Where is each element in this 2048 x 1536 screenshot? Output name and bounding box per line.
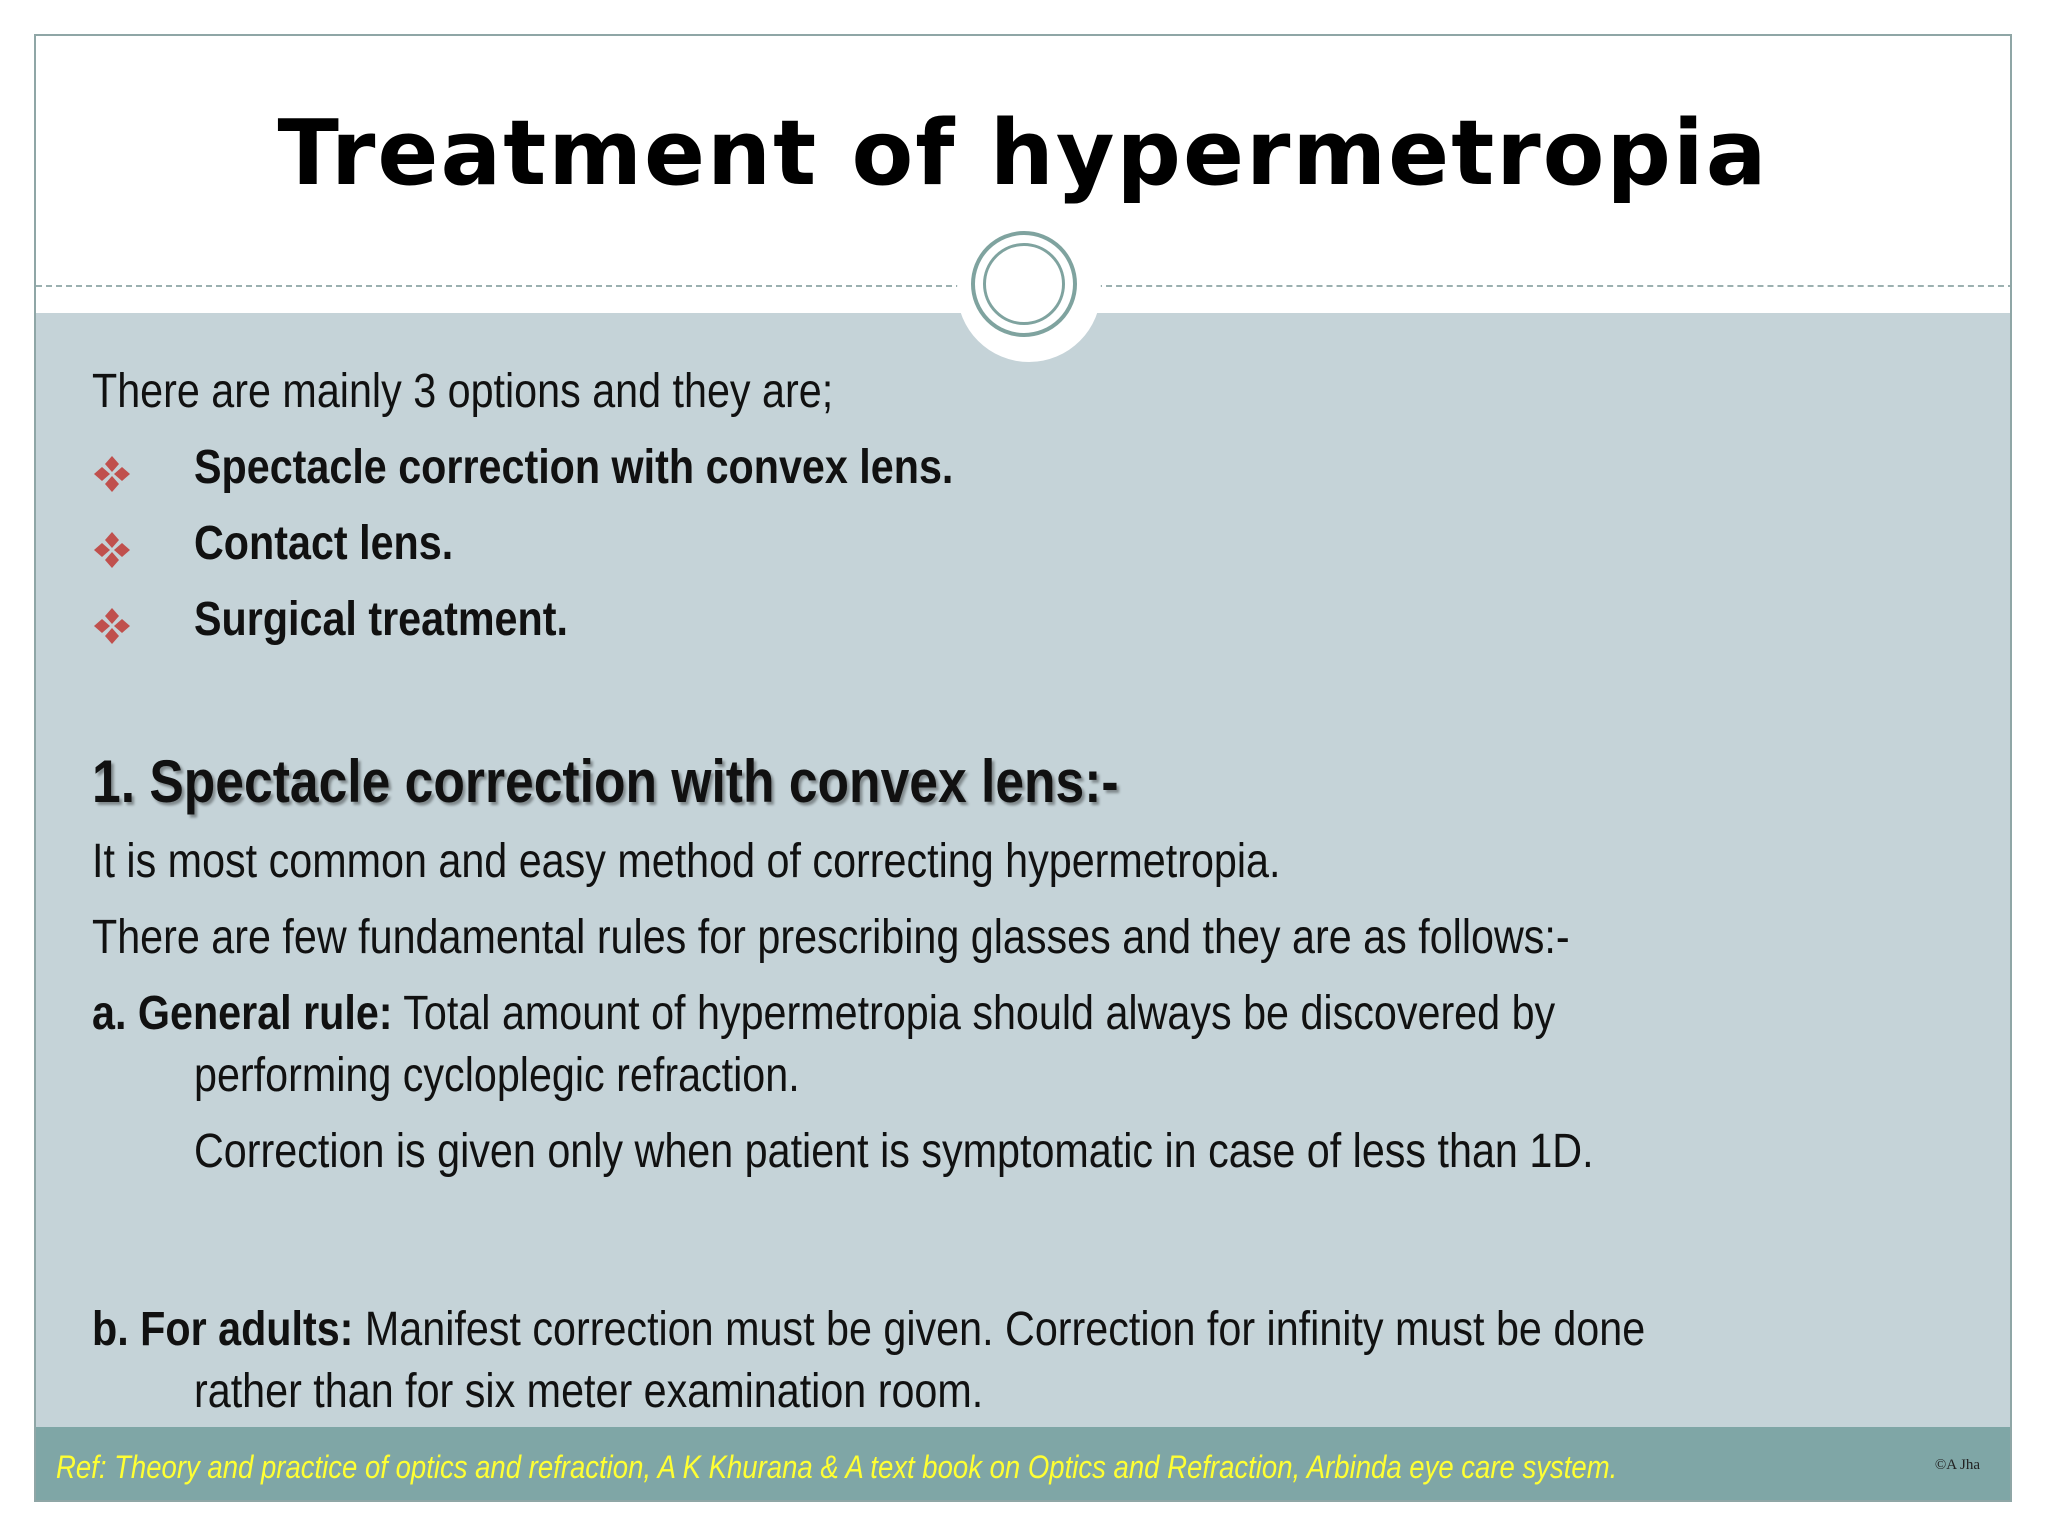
bullet-text: Spectacle correction with convex lens. (194, 441, 954, 494)
rule-a-continuation: performing cycloplegic refraction. (194, 1049, 800, 1102)
rule-b-continuation: rather than for six meter examination room. (194, 1365, 984, 1418)
footer (36, 1427, 2010, 1502)
paragraph: There are few fundamental rules for prescribing glasses and they are as follows:- (92, 911, 1570, 964)
slide-title: Treatment of hypermetropia (277, 101, 1769, 206)
slide (34, 34, 2012, 1502)
circle-ornament-inner (983, 243, 1065, 325)
rule-b-text: Manifest correction must be given. Correction for infinity must be done (353, 1303, 1646, 1356)
divider-right (1096, 285, 2012, 287)
bullet-text: Contact lens. (194, 517, 454, 570)
paragraph: It is most common and easy method of correcting hypermetropia. (92, 835, 1281, 888)
footer-reference: Ref: Theory and practice of optics and refraction, A K Khurana & A text book on Optics and Refraction, Arbinda eye care system. (56, 1449, 1618, 1485)
footer-copyright: ©A Jha (1934, 1457, 1980, 1473)
diamond-cluster-icon (92, 606, 132, 646)
rule-b-label: b. For adults: (92, 1303, 354, 1356)
rule-a-label: a. General rule: (92, 987, 393, 1040)
rule-a (92, 986, 1555, 1042)
bullet-text: Surgical treatment. (194, 593, 568, 646)
diamond-cluster-icon (92, 454, 132, 494)
intro-text: There are mainly 3 options and they are; (92, 365, 834, 418)
rule-a-text: Total amount of hypermetropia should always be discovered by (392, 987, 1556, 1040)
circle-ornament-icon (971, 231, 1077, 337)
diamond-cluster-icon (92, 530, 132, 570)
rule-a-extra: Correction is given only when patient is symptomatic in case of less than 1D. (194, 1125, 1594, 1178)
section-heading: 1. Spectacle correction with convex lens:- (92, 748, 1119, 815)
divider-left (36, 285, 962, 287)
rule-b (92, 1302, 1645, 1358)
